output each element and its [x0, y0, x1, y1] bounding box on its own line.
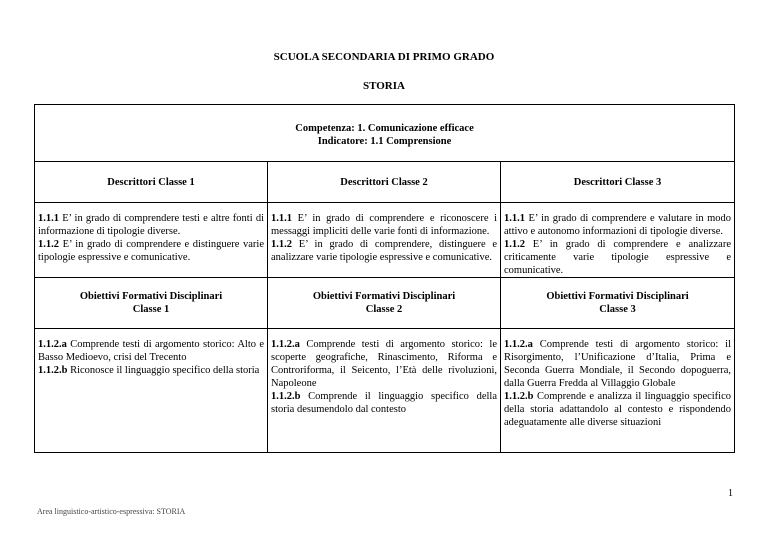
descriptor-item: 1.1.1 E’ in grado di comprendere e riconoscere i messaggi impliciti delle varie fonti di informazione. — [271, 213, 497, 237]
descriptor-item: 1.1.2 E’ in grado di comprendere, distinguere e analizzare varie tipologie espressive e comunicative. — [271, 239, 497, 263]
subject-title: STORIA — [363, 80, 405, 92]
descriptor-cell-1 — [35, 203, 268, 278]
curriculum-table — [34, 104, 735, 453]
objective-cell-1 — [35, 329, 268, 453]
competence-label: Competenza: 1. Comunicazione efficace — [295, 123, 474, 134]
objective-item: 1.1.2.b Riconosce il linguaggio specifico della storia — [38, 365, 260, 376]
competence-cell — [35, 105, 735, 162]
descriptor-item: 1.1.1 E’ in grado di comprendere e valutare in modo attivo e autonomo informazioni di tipologie diverse. — [504, 213, 732, 237]
objective-item: 1.1.2.a Comprende testi di argomento storico: il Risorgimento, l’Unificazione d’Italia, Prima e Seconda Guerra Mondiale, il Secondo dopoguerra, dalla Guerra Fredda al Villaggio Globale — [504, 339, 732, 389]
objective-cell-2 — [268, 329, 501, 453]
school-title: SCUOLA SECONDARIA DI PRIMO GRADO — [273, 51, 495, 63]
objective-item: 1.1.2.b Comprende e analizza il linguaggio specifico della storia adattandolo al contesto e rispondendo adeguatamente alle diverse situazioni — [504, 391, 732, 428]
objective-header-2: Obiettivi Formativi Disciplinari Classe 2 — [268, 278, 501, 329]
objective-item: 1.1.2.a Comprende testi di argomento storico: Alto e Basso Medioevo, crisi del Trecento — [38, 339, 264, 363]
objective-item: 1.1.2.a Comprende testi di argomento storico: le scoperte geografiche, Rinascimento, Riforma e Controriforma, il Seicento, l’Età delle rivoluzioni, Napoleone — [271, 339, 497, 389]
indicator-label: Indicatore: 1.1 Comprensione — [317, 136, 452, 147]
descriptor-item: 1.1.2 E’ in grado di comprendere e analizzare criticamente varie tipologie espressive e comunicative. — [504, 239, 732, 276]
descriptor-header-2: Descrittori Classe 2 — [268, 162, 501, 203]
footer-area-label: Area linguistico-artistico-espressiva: STORIA — [37, 507, 186, 516]
descriptor-cell-3 — [501, 203, 735, 278]
objective-header-3: Obiettivi Formativi Disciplinari Classe 3 — [501, 278, 735, 329]
descriptor-item: 1.1.2 E’ in grado di comprendere e distinguere varie tipologie espressive e comunicative. — [38, 239, 264, 263]
page-number: 1 — [728, 488, 733, 499]
descriptor-header-1: Descrittori Classe 1 — [35, 162, 268, 203]
descriptor-item: 1.1.1 E’ in grado di comprendere testi e altre fonti di informazione di tipologie diverse. — [38, 213, 264, 237]
descriptor-header-3: Descrittori Classe 3 — [501, 162, 735, 203]
objective-header-1: Obiettivi Formativi Disciplinari Classe 1 — [35, 278, 268, 329]
descriptor-cell-2 — [268, 203, 501, 278]
objective-cell-3 — [501, 329, 735, 453]
objective-item: 1.1.2.b Comprende il linguaggio specifico della storia desumendolo dal contesto — [271, 391, 497, 415]
